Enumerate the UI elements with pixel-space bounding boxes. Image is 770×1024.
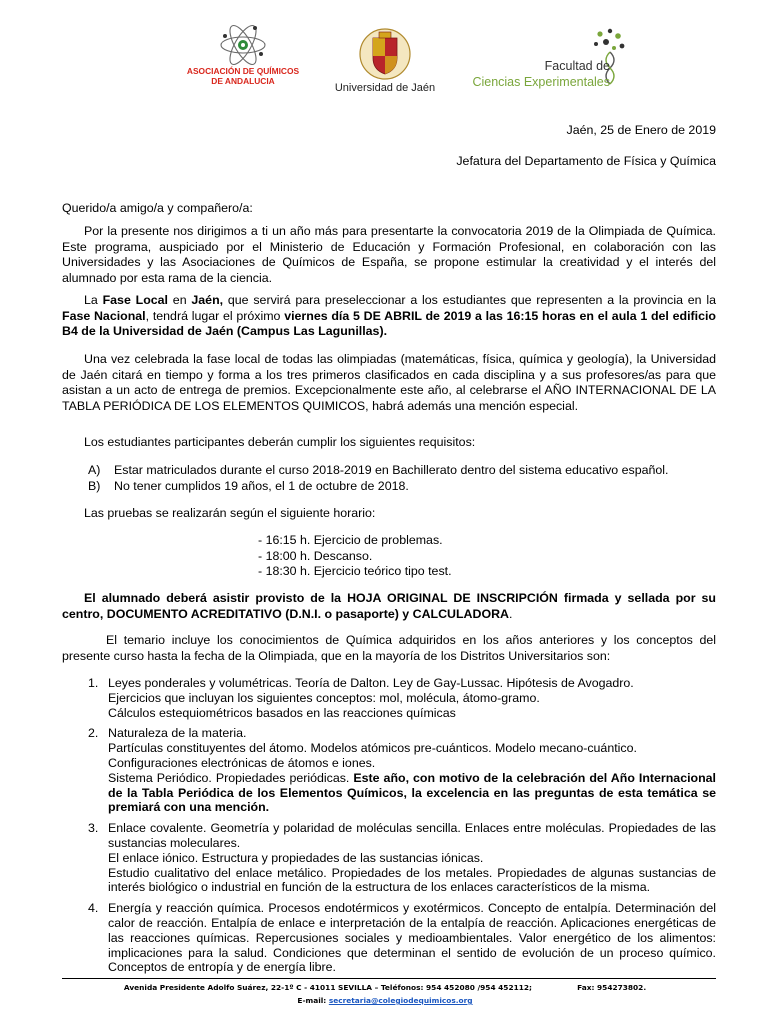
paragraph-intro bbox=[62, 224, 716, 286]
requirement-mark: A) bbox=[88, 463, 101, 477]
topic-line: Cálculos estequiométricos basados en las reacciones químicas bbox=[108, 705, 456, 720]
requirements-list bbox=[88, 462, 716, 494]
schedule-list bbox=[258, 533, 452, 580]
atom-icon bbox=[198, 22, 288, 68]
topic-number: 2. bbox=[88, 726, 99, 741]
greeting-text: Querido/a amigo/a y compañero/a: bbox=[62, 201, 253, 215]
p2-fase-local: Fase Local bbox=[102, 293, 168, 307]
list-item bbox=[88, 821, 716, 895]
requirement-mark: B) bbox=[88, 479, 101, 493]
fce-name-line1: Facultad de bbox=[544, 59, 610, 73]
topic-line: Configuraciones electrónicas de átomos e iones. bbox=[108, 755, 376, 770]
required-documents-end: . bbox=[509, 606, 513, 621]
required-documents-text: El alumnado deberá asistir provisto de la HOJA ORIGINAL DE INSCRIPCIÓN firmada y sellada por su centro, DOCUMENTO ACREDITATIVO (D.N.I. o pasaporte) y CALCULADORA bbox=[62, 591, 716, 621]
schedule-item: - 18:30 h. Ejercicio teórico tipo test. bbox=[258, 564, 452, 578]
topic-highlight: Este año, con motivo de la celebración del Año Internacional de la Tabla Periódica de los Elementos Químicos, la excelencia en las preguntas de esta temática se premiará con una mención. bbox=[108, 770, 717, 815]
requirement-text: Estar matriculados durante el curso 2018-2019 en Bachillerato dentro del sistema educativo español. bbox=[114, 463, 669, 477]
list-item bbox=[88, 901, 716, 975]
p2-g: , tendrá lugar el próximo bbox=[145, 308, 285, 323]
requirement-text: No tener cumplidos 19 años, el 1 de octubre de 2018. bbox=[114, 479, 409, 493]
topic-line: Energía y reacción química. Procesos endotérmicos y exotérmicos. Concepto de entalpía. Determinación del calor de reacción. Entalpía de enlace e interpretación de la entalpía de reacción. Aplicaciones energéticas de las reacciones químicas. Repercusiones sociales y medioambientales. Valor energético de los alimentos: implicaciones para la salud. Condiciones que determinan el sentido de evolución de un proceso químico. Conceptos de entropía y de energía libre. bbox=[108, 901, 716, 975]
letter-sender: Jefatura del Departamento de Física y Química bbox=[456, 154, 716, 168]
p2-a: La bbox=[84, 293, 103, 307]
topic-line: Ejercicios que incluyan los siguientes conceptos: mol, molécula, átomo-gramo. bbox=[108, 690, 540, 705]
p2-date-place: viernes día 5 DE ABRIL de 2019 a las 16:15 horas en el aula 1 del edificio B4 de la Universidad de Jaén (Campus Las Lagunillas). bbox=[62, 308, 716, 338]
list-item bbox=[88, 726, 717, 815]
paragraph-local-phase bbox=[62, 293, 716, 340]
footer-address: Avenida Presidente Adolfo Suárez, 22-1º C - 41011 SEVILLA – Teléfonos: 954 452080 /954 452112; bbox=[123, 983, 532, 992]
footer-email-label: E-mail: bbox=[297, 996, 329, 1005]
topic-line: Naturaleza de la materia. bbox=[108, 726, 247, 741]
topic-line: El enlace iónico. Estructura y propiedades de las sustancias iónicas. bbox=[108, 850, 484, 865]
topic-number: 3. bbox=[88, 821, 99, 836]
paragraph-intro-text: Por la presente nos dirigimos a ti un año más para presentarte la convocatoria 2019 de la Olimpiada de Química. Este programa, auspiciado por el Ministerio de Educación y Formación Profesional, en colaboración con las Universidades y las Asociaciones de Químicos de España, se propone estimular la creatividad y el interés del alumnado por esta rama de la ciencia. bbox=[62, 224, 716, 285]
p2-c: en bbox=[168, 293, 192, 307]
list-item bbox=[88, 676, 716, 720]
footer-fax: Fax: 954273802. bbox=[577, 983, 647, 992]
letter-greeting bbox=[62, 201, 716, 217]
schedule-item: - 16:15 h. Ejercicio de problemas. bbox=[258, 533, 443, 547]
syllabus-list bbox=[88, 676, 717, 981]
paragraph-schedule-intro-text: Las pruebas se realizarán según el siguiente horario: bbox=[84, 506, 376, 520]
uja-name: Universidad de Jaén bbox=[334, 82, 436, 94]
footer-address-row bbox=[0, 983, 770, 992]
aqa-name bbox=[168, 66, 318, 86]
fce-name-line2: Ciencias Experimentales bbox=[472, 75, 610, 89]
list-item bbox=[88, 478, 716, 494]
aqa-name-line2: DE ANDALUCIA bbox=[211, 76, 275, 86]
shield-icon bbox=[359, 26, 411, 82]
paragraph-requirements-intro bbox=[62, 435, 716, 451]
topic-line: Partículas constituyentes del átomo. Modelos atómicos pre-cuánticos. Modelo mecano-cuántico. bbox=[108, 741, 637, 756]
paragraph-required-documents bbox=[62, 591, 716, 622]
aqa-name-line1: ASOCIACIÓN DE QUÍMICOS bbox=[186, 66, 300, 76]
fce-name bbox=[470, 58, 610, 90]
paragraph-schedule-intro bbox=[62, 506, 716, 522]
footer-divider bbox=[62, 978, 716, 979]
paragraph-requirements-intro-text: Los estudiantes participantes deberán cumplir los siguientes requisitos: bbox=[84, 435, 476, 449]
topic-line: Estudio cualitativo del enlace metálico. Propiedades de los metales. Propiedades de algunas sustancias de interés biológico o industrial en función de la estructura de los enlaces característicos de la misma. bbox=[108, 865, 716, 895]
list-item bbox=[88, 462, 716, 478]
p2-jaen: Jaén, bbox=[191, 293, 224, 307]
paragraph-syllabus-intro bbox=[62, 633, 716, 664]
p2-fase-nacional: Fase Nacional bbox=[62, 308, 146, 323]
topic-line: Leyes ponderales y volumétricas. Teoría de Dalton. Ley de Gay-Lussac. Hipótesis de Avogadro. bbox=[108, 676, 634, 690]
paragraph-syllabus-intro-text: El temario incluye los conocimientos de Química adquiridos en los años anteriores y los conceptos del presente curso hasta la fecha de la Olimpiada, que en la mayoría de los Distritos Universitarios son: bbox=[62, 633, 716, 663]
paragraph-awards bbox=[62, 352, 716, 414]
footer-email-link[interactable]: secretaria@colegiodequimicos.org bbox=[328, 996, 473, 1005]
uja-logo bbox=[359, 26, 411, 82]
footer-email-row bbox=[0, 996, 770, 1005]
aqa-logo bbox=[198, 22, 288, 68]
paragraph-awards-text: Una vez celebrada la fase local de todas las olimpiadas (matemáticas, física, química y geología), la Universidad de Jaén citará en tiempo y forma a los tres primeros clasificados en cada disciplina y a sus profesores/as para que asistan a un acto de entrega de premios. Excepcionalmente este año, al celebrarse el AÑO INTERNACIONAL DE LA TABLA PERIÓDICA DE LOS ELEMENTOS QUIMICOS, habrá además una mención especial. bbox=[62, 352, 716, 413]
letter-date: Jaén, 25 de Enero de 2019 bbox=[566, 123, 716, 137]
topic-number: 4. bbox=[88, 901, 99, 916]
schedule-item: - 18:00 h. Descanso. bbox=[258, 548, 373, 563]
topic-line: Sistema Periódico. Propiedades periódicas. bbox=[108, 770, 354, 785]
topic-line: Enlace covalente. Geometría y polaridad de moléculas sencilla. Enlaces entre moléculas. Propiedades de las sustancias moleculares. bbox=[108, 821, 716, 850]
topic-number: 1. bbox=[88, 676, 99, 690]
p2-e: que servirá para preseleccionar a los estudiantes que representen a la provincia en la bbox=[223, 293, 716, 307]
